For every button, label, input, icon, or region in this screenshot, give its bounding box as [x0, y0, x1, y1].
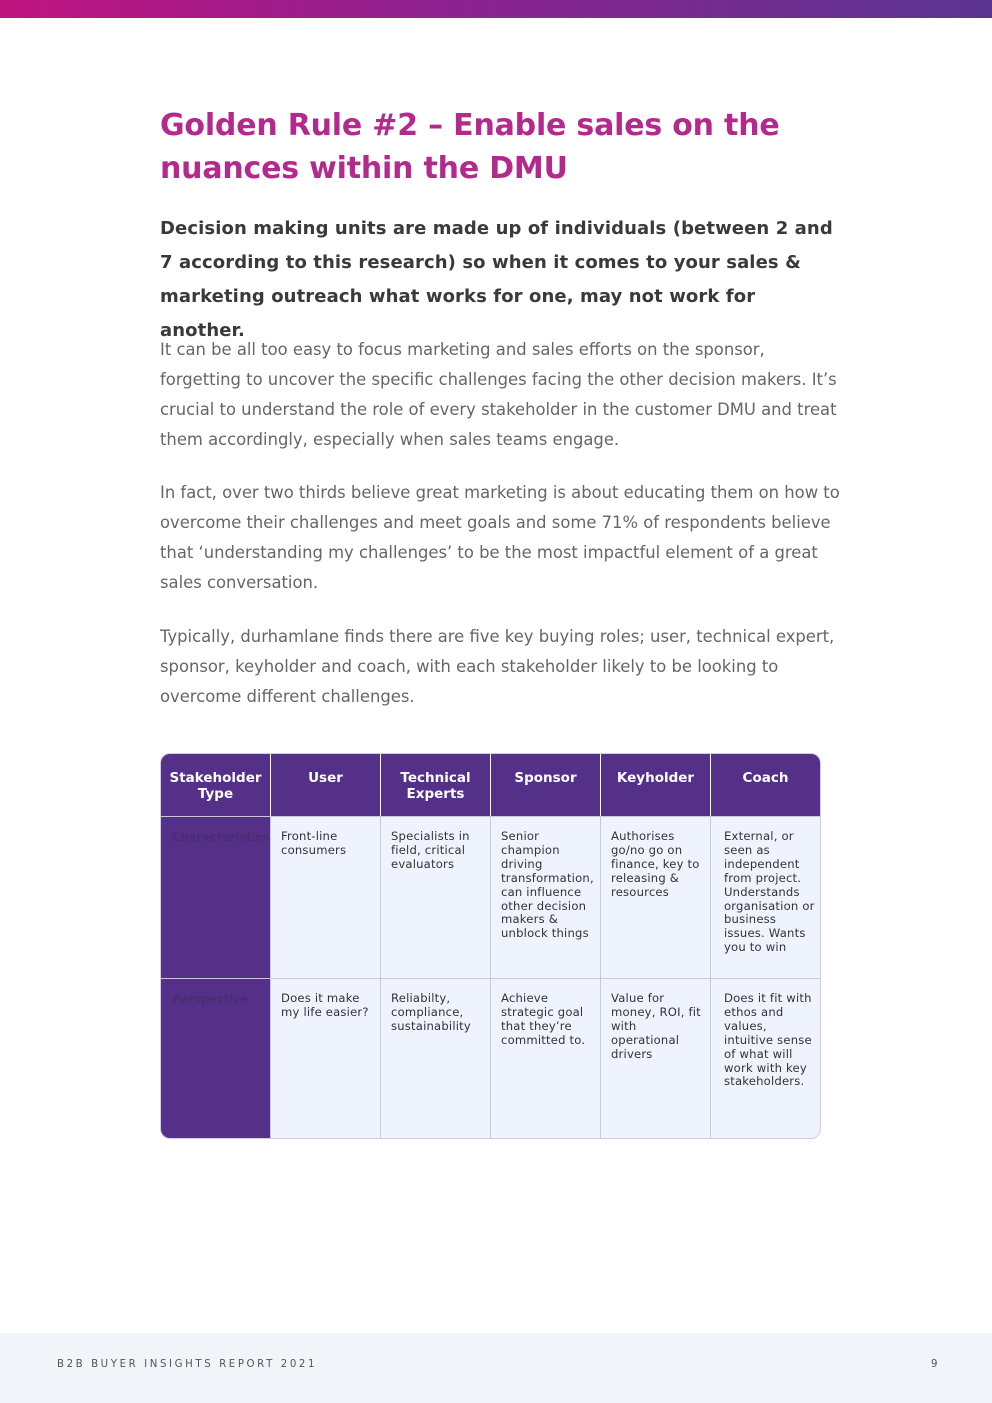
lead-paragraph: Decision making units are made up of individuals (between 2 and 7 according to this research) so when it comes to your sales & marketing outreach what works for one, may not work for another. — [160, 218, 833, 341]
row-label: Characteristics — [161, 817, 270, 978]
body-paragraph: It can be all too easy to focus marketing and sales efforts on the sponsor, forgetting to uncover the specific challenges facing the other decision makers. It’s crucial to understand the role of every stakeholder in the customer DMU and treat them accordingly, especially when sales teams engage. — [160, 340, 837, 449]
top-gradient-bar — [0, 0, 992, 18]
page-number: 9 — [931, 1359, 938, 1370]
table-cell: Does it make my life easier? — [270, 979, 380, 1139]
table-header-cell: Stakeholder Type — [169, 770, 262, 802]
table-cell: Specialists in field, critical evaluators — [380, 817, 490, 978]
table-cell: Senior champion driving transformation, can influence other decision makers & unblock things — [490, 817, 600, 978]
table-header-cell: Technical Experts — [380, 754, 490, 816]
table-header-cell: Keyholder — [600, 754, 710, 816]
table-header-row — [161, 754, 820, 816]
table-row — [161, 978, 820, 1139]
table-cell: Does it fit with ethos and values, intuitive sense of what will work with key stakeholders. — [710, 979, 820, 1139]
body-paragraph: In fact, over two thirds believe great marketing is about educating them on how to overcome their challenges and meet goals and some 71% of respondents believe that ‘understanding my challenges’ to be the most impactful element of a great sales conversation. — [160, 483, 840, 592]
table-cell: Reliabilty, compliance, sustainability — [380, 979, 490, 1139]
footer-report-title: B2B BUYER INSIGHTS REPORT 2021 — [57, 1359, 318, 1370]
table-cell: Authorises go/no go on finance, key to releasing & resources — [600, 817, 710, 978]
table-cell: Value for money, ROI, fit with operational drivers — [600, 979, 710, 1139]
body-paragraph: Typically, durhamlane finds there are five key buying roles; user, technical expert, sponsor, keyholder and coach, with each stakeholder likely to be looking to overcome different challenges. — [160, 627, 835, 706]
table-header-cell: Sponsor — [490, 754, 600, 816]
page-title: Golden Rule #2 – Enable sales on the nuances within the DMU — [160, 108, 780, 186]
table-cell: Front-line consumers — [270, 817, 380, 978]
table-row — [161, 816, 820, 978]
table-header-cell: User — [270, 754, 380, 816]
table-header-cell: Coach — [710, 754, 820, 816]
row-label: Perspective — [161, 979, 270, 1139]
stakeholder-table — [160, 753, 821, 1139]
table-cell: External, or seen as independent from project. Understands organisation or business issues. Wants you to win — [710, 817, 820, 978]
table-cell: Achieve strategic goal that they’re committed to. — [490, 979, 600, 1139]
